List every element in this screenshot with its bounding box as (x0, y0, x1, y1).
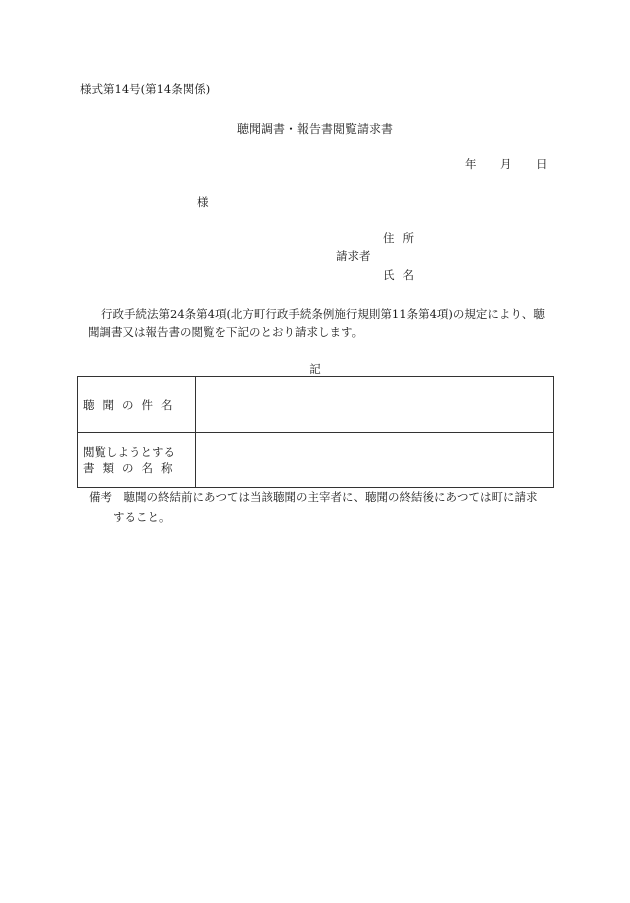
document-name-field[interactable] (196, 433, 554, 488)
requester-label: 請求者 (336, 249, 371, 263)
hearing-case-name-label: 聴聞の件名 (78, 377, 196, 433)
document-name-label-line-2: 書類の名称 (83, 461, 181, 475)
name-label: 氏名 (383, 268, 422, 282)
date-month-label: 月 (500, 157, 512, 171)
date-year-label: 年 (465, 157, 477, 171)
date-day-label: 日 (536, 157, 548, 171)
body-text-line-1: 行政手続法第24条第4項(北方町行政手続条例施行規則第11条第4項)の規定により、聴 (101, 307, 545, 321)
hearing-case-name-field[interactable] (196, 377, 554, 433)
table-row (78, 433, 554, 488)
note-line-2: すること。 (113, 510, 171, 524)
request-details-table (77, 376, 554, 488)
body-text-line-2: 聞調書又は報告書の閲覧を下記のとおり請求します。 (88, 325, 364, 339)
note-line-1: 備考 聴聞の終結前にあつては当該聴聞の主宰者に、聴聞の終結後にあつては町に請求 (89, 490, 538, 504)
table-row (78, 377, 554, 433)
address-label: 住所 (383, 231, 422, 245)
addressee-honorific: 様 (197, 195, 209, 209)
document-name-label-line-1: 閲覧しようとする (83, 445, 175, 459)
document-name-label (78, 433, 196, 488)
ki-heading: 記 (309, 362, 321, 376)
document-title: 聴聞調書・報告書閲覧請求書 (236, 122, 393, 136)
form-number: 様式第14号(第14条関係) (80, 82, 211, 96)
